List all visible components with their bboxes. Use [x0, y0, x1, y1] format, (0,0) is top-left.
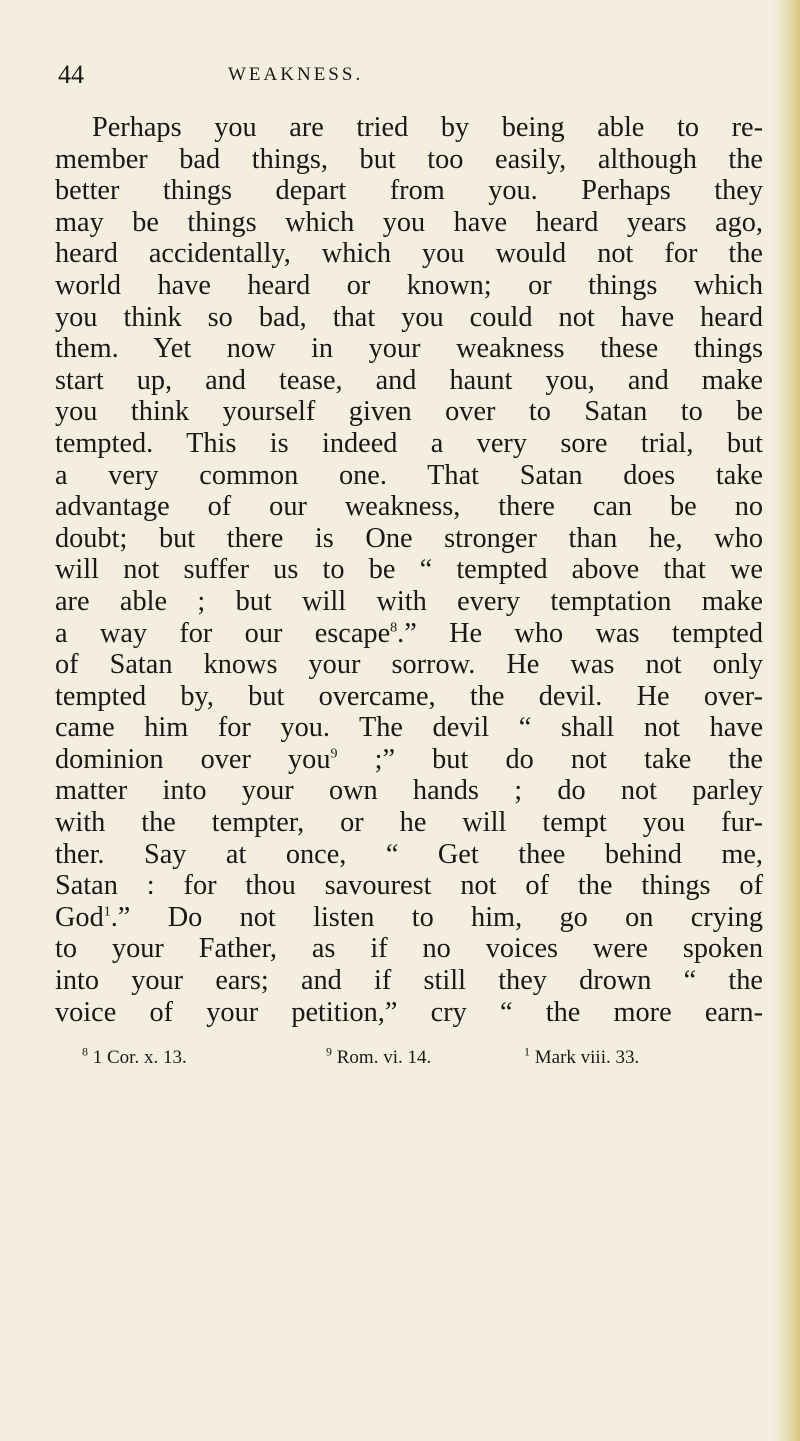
text-line: will not suffer us to be “ tempted above that we: [55, 554, 763, 586]
footnote-mark: 8: [82, 1044, 88, 1059]
text-line: came him for you. The devil “ shall not have: [55, 712, 763, 744]
text-line: doubt; but there is One stronger than he, who: [55, 522, 763, 554]
text-line: start up, and tease, and haunt you, and make: [55, 364, 763, 396]
text-line-with-note: [55, 902, 763, 934]
page-number: 44: [58, 60, 84, 89]
footnote-text: Rom. vi. 14.: [332, 1047, 432, 1068]
text-line: tempted by, but overcame, the devil. He over-: [55, 680, 763, 712]
text-line: member bad things, but too easily, although the: [55, 143, 763, 175]
text-line: matter into your own hands ; do not parley: [55, 775, 763, 807]
running-head: WEAKNESS.: [228, 64, 364, 85]
footnote-text: 1 Cor. x. 13.: [88, 1047, 187, 1068]
text-line: Satan : for thou savourest not of the things of: [55, 870, 763, 902]
text-line: ther. Say at once, “ Get thee behind me,: [55, 838, 763, 870]
footnote: [82, 1044, 187, 1069]
footnote-ref: 1: [103, 904, 111, 920]
text-line: better things depart from you. Perhaps they: [55, 175, 763, 207]
line-end: .” He who was tempted: [397, 617, 763, 649]
footnote-mark: 1: [524, 1044, 530, 1059]
footnote: [524, 1044, 640, 1069]
body-paragraph: [55, 112, 763, 1028]
line-end: ;” but do not take the: [337, 743, 763, 775]
text-line: you think yourself given over to Satan to be: [55, 396, 763, 428]
footnote-ref: 9: [330, 746, 338, 762]
text-line: them. Yet now in your weakness these things: [55, 333, 763, 365]
text-line: to your Father, as if no voices were spoken: [55, 933, 763, 965]
text-line: Perhaps you are tried by being able to re-: [92, 112, 763, 143]
text-line-with-note: [55, 618, 763, 650]
text-line: with the tempter, or he will tempt you fur-: [55, 807, 763, 839]
line-start: dominion over you: [55, 743, 331, 775]
line-start: a way for our escape: [55, 617, 391, 649]
footnote-text: Mark viii. 33.: [530, 1047, 640, 1068]
page-edge-discoloration: [772, 0, 800, 1441]
text-line: of Satan knows your sorrow. He was not only: [55, 649, 763, 681]
footnote: [326, 1044, 432, 1069]
line-end: .” Do not listen to him, go on crying: [110, 901, 763, 933]
text-line: world have heard or known; or things which: [55, 269, 763, 301]
footnote-ref: 8: [390, 620, 398, 636]
line-start: God: [55, 901, 104, 933]
text-line-with-note: [55, 744, 763, 776]
footnote-mark: 9: [326, 1044, 332, 1059]
text-line: may be things which you have heard years ago,: [55, 206, 763, 238]
text-line: a very common one. That Satan does take: [55, 459, 763, 491]
text-line: advantage of our weakness, there can be no: [55, 491, 763, 523]
text-line: you think so bad, that you could not have heard: [55, 301, 763, 333]
text-line: heard accidentally, which you would not for the: [55, 238, 763, 270]
text-line: are able ; but will with every temptation make: [55, 585, 763, 617]
text-line: tempted. This is indeed a very sore trial, but: [55, 427, 763, 459]
text-line: voice of your petition,” cry “ the more earn-: [55, 996, 763, 1028]
text-line: into your ears; and if still they drown “ the: [55, 965, 763, 997]
